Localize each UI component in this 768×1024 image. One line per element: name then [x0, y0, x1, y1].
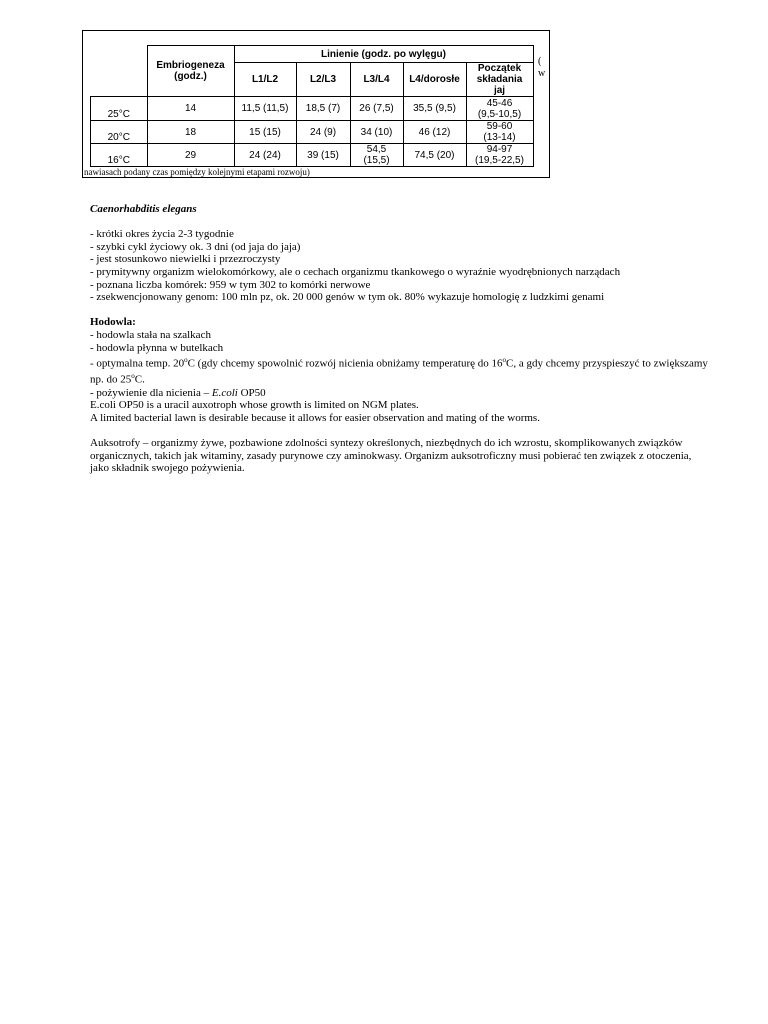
list-item: - poznana liczba komórek: 959 w tym 302 to komórki nerwowe [90, 278, 371, 291]
table-cell: 59-60 (13-14) [466, 121, 533, 144]
table-cell: 74,5 (20) [403, 144, 466, 167]
list-item: - jest stosunkowo niewielki i przezroczysty [90, 253, 281, 266]
list-item: - pożywienie dla nicienia – E.coli OP50 [90, 386, 266, 399]
embryogenesis-header: Embriogeneza (godz.) [147, 46, 234, 97]
temperature-cell: 16°C [91, 144, 148, 167]
stage-header: L4/dorosłe [403, 63, 466, 97]
table-cell: 94-97 (19,5-22,5) [466, 144, 533, 167]
table-cell: 24 (24) [234, 144, 296, 167]
temperature-cell: 20°C [91, 121, 148, 144]
side-note: ( w [538, 56, 546, 79]
english-note: E.coli OP50 is a uracil auxotroph whose growth is limited on NGM plates. [90, 399, 419, 412]
development-table [90, 45, 534, 167]
table-cell: 14 [147, 97, 234, 121]
table-cell: 11,5 (11,5) [234, 97, 296, 121]
list-item: - optymalna temp. 20$^o$C (gdy chcemy spowolnić rozwój nicienia obniżamy temperaturę do 16$^o$C, a gdy chcemy przyspieszyć to zwiększamy np. do 25$^o$C. [90, 356, 708, 387]
table-cell: 39 (15) [296, 144, 350, 167]
table-row [91, 144, 534, 167]
table-footnote: nawiasach podany czas pomiędzy kolejnymi etapami rozwoju) [84, 167, 310, 177]
temperature-cell: 25°C [91, 97, 148, 121]
auksotrofy-paragraph: Auksotrofy – organizmy żywe, pozbawione zdolności syntezy określonych, niezbędnych do ich wzrostu, skomplikowanych związków organicznych, takich jak witaminy, zasady purynowe czy aminokwasy. Organizm auksotroficzny musi pobierać ten związek z otoczenia, jako składnik swojego pożywienia. [90, 437, 692, 475]
section-title: Caenorhabditis elegans [90, 203, 197, 215]
list-item: - zsekwencjonowany genom: 100 mln pz, ok. 20 000 genów w tym ok. 80% wykazuje homologię z ludzkimi genami [90, 291, 605, 304]
egg-laying-header: Początek składania jaj [466, 63, 533, 97]
table-row [91, 121, 534, 144]
table-cell: 35,5 (9,5) [403, 97, 466, 121]
table-cell: 18,5 (7) [296, 97, 350, 121]
table-cell: 26 (7,5) [350, 97, 403, 121]
table-cell: 54,5 (15,5) [350, 144, 403, 167]
table-cell: 18 [147, 121, 234, 144]
document-body [90, 203, 710, 475]
table-cell: 46 (12) [403, 121, 466, 144]
stage-header: L1/L2 [234, 63, 296, 97]
list-item: - szybki cykl życiowy ok. 3 dni (od jaja do jaja) [90, 240, 301, 253]
table-cell: 24 (9) [296, 121, 350, 144]
table-cell: 45-46 (9,5-10,5) [466, 97, 533, 121]
list-item: - hodowla stała na szalkach [90, 328, 211, 341]
molting-header: Linienie (godz. po wylęgu) [234, 46, 533, 63]
hodowla-heading: Hodowla: [90, 316, 136, 329]
list-item: - krótki okres życia 2-3 tygodnie [90, 228, 234, 241]
stage-header: L2/L3 [296, 63, 350, 97]
table-cell: 29 [147, 144, 234, 167]
stage-header: L3/L4 [350, 63, 403, 97]
list-item: - prymitywny organizm wielokomórkowy, ale o cechach organizmu tkankowego o wyraźnie wyodrębnionych narządach [90, 265, 621, 278]
table-cell: 15 (15) [234, 121, 296, 144]
list-item: - hodowla płynna w butelkach [90, 341, 224, 354]
english-note: A limited bacterial lawn is desirable because it allows for easier observation and mating of the worms. [90, 411, 540, 424]
table-cell: 34 (10) [350, 121, 403, 144]
table-row [91, 97, 534, 121]
